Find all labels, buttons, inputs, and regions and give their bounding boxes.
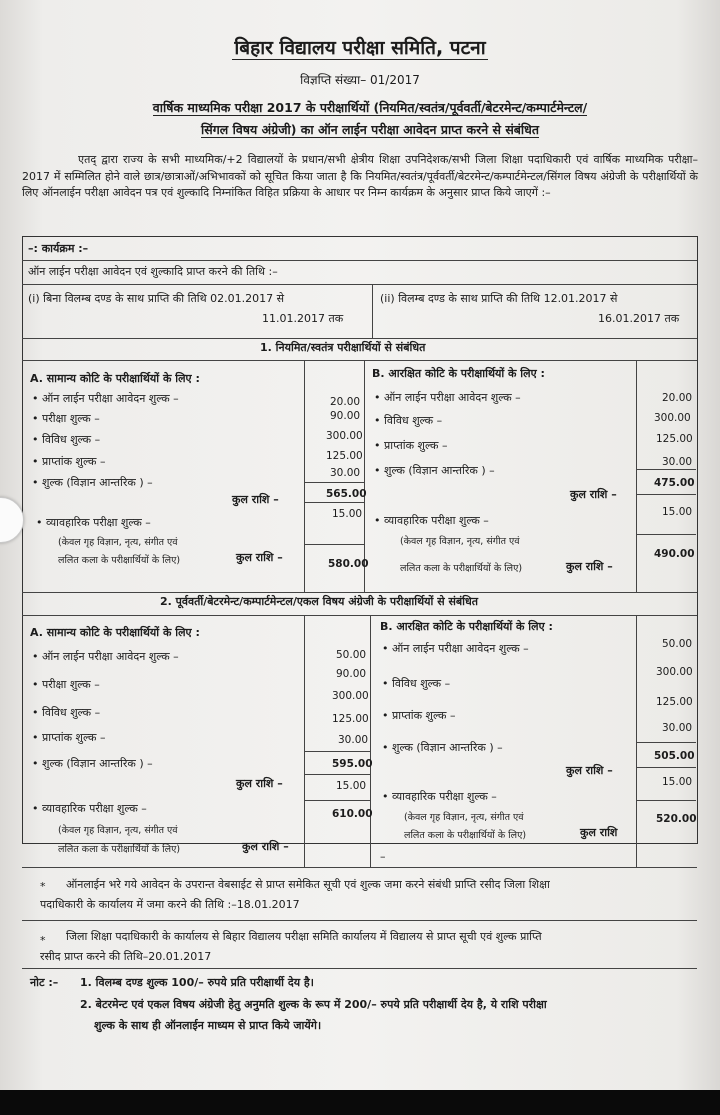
s2-b-item: • ऑन लाईन परीक्षा आवेदन शुल्क – [382,642,529,655]
s2-b-item: • प्राप्तांक शुल्क – [382,709,456,722]
s2-b-note: ललित कला के परीक्षार्थियों के लिए) [404,830,527,841]
s1-b-practical-amount: 15.00 [662,506,693,518]
submission-date-line: ऑनलाईन भरे गये आवेदन के उपरान्त वेबसाईट से प्राप्त समेकित सूची एवं शुल्क जमा करने संबंधी प्राप्ति रसीद जिला शिक्षा [66,878,550,891]
date-with-fine-end: 16.01.2017 तक [598,312,680,325]
s2-a-item: • ऑन लाईन परीक्षा आवेदन शुल्क – [32,650,179,663]
s1-a-total2: 580.00 [328,558,369,570]
bottom-bar [0,1090,720,1115]
s1-b-total-label: कुल राशि – [570,488,617,501]
s1-a-total2-label: कुल राशि – [236,551,283,564]
date-with-fine: (ii) विलम्ब दण्ड के साथ प्राप्ति की तिथि 12.01.2017 से [380,292,618,305]
s1-b-amount: 125.00 [656,433,693,445]
s2-a-practical-amount: 15.00 [336,780,367,792]
s2-b-total: 505.00 [654,750,695,762]
note-label: नोट :– [30,976,59,989]
date-without-fine-end: 11.01.2017 तक [262,312,344,325]
intro-paragraph: एतद् द्वारा राज्य के सभी माध्यमिक/+2 विद्यालयों के प्रधान/सभी क्षेत्रीय शिक्षा उपनिदेशक/सभी जिला शिक्षा पदाधिकारी एवं वार्षिक माध्यमिक परीक्षा– 2017 में सम्मिलित होने वाले छात्र/छात्राओं/अभिभावकों को सूचित किया जाता है कि नियमित/स्वतंत्र/पूर्ववर्ती/बेटरमेन्ट/कम्पार्टमेन्टल/सिंगल विषय अंग्रेजी के परीक्षार्थियों के लिए ऑनलाईन परीक्षा आवेदन पत्र एवं शुल्कादि निम्नांकित विहित प्रक्रिया के आधार पर निम्न कार्यक्रम के अनुसार प्राप्त किये जाएगें :– [22,153,698,199]
s2-a-amount: 50.00 [336,649,367,661]
s1-a-practical: • व्यावहारिक परीक्षा शुल्क – [36,516,151,529]
s1-a-total-label: कुल राशि – [232,493,279,506]
s1-a-item: • प्राप्तांक शुल्क – [32,455,106,468]
section1-title: 1. नियमित/स्वतंत्र परीक्षार्थियों से संबंधित [260,341,426,354]
s1-b-item: • विविध शुल्क – [374,414,443,427]
s1-a-heading: A. सामान्य कोटि के परीक्षार्थियों के लिए : [30,372,200,385]
s1-a-amount: 30.00 [330,467,361,479]
s2-b-practical-amount: 15.00 [662,776,693,788]
s2-a-total: 595.00 [332,758,373,770]
s2-b-total2-label: कुल राशि [580,826,618,839]
s1-a-item: • परीक्षा शुल्क – [32,412,100,425]
s2-b-dash: – [380,850,386,863]
s1-b-total: 475.00 [654,477,695,489]
s2-a-note: ललित कला के परीक्षार्थियों के लिए) [58,844,181,855]
s2-a-item: • परीक्षा शुल्क – [32,678,100,691]
schedule-heading: –: कार्यक्रम :– [28,242,89,255]
date-without-fine: (i) बिना विलम्ब दण्ड के साथ प्राप्ति की तिथि 02.01.2017 से [28,292,285,305]
s1-b-note: (केवल गृह विज्ञान, नृत्य, संगीत एवं [400,536,520,547]
subject-heading: वार्षिक माध्यमिक परीक्षा 2017 के परीक्षार्थियों (नियमित/स्वतंत्र/पूर्ववर्ती/बेटरमेन्ट/कम्पार्टमेन्टल/ सिंगल विषय अंग्रेजी) का ऑन लाईन परीक्षा आवेदन प्राप्त करने से संबंधित [152,100,588,137]
s2-b-note: (केवल गृह विज्ञान, नृत्य, संगीत एवं [404,812,524,823]
s2-a-practical: • व्यावहारिक परीक्षा शुल्क – [32,802,147,815]
s1-b-item: • ऑन लाईन परीक्षा आवेदन शुल्क – [374,391,521,404]
note-item: शुल्क के साथ ही ऑनलाईन माध्यम से प्राप्त किये जायेंगे। [94,1019,322,1032]
s1-b-total2: 490.00 [654,548,695,560]
s2-b-heading: B. आरक्षित कोटि के परीक्षार्थियों के लिए : [380,620,553,633]
s2-a-amount: 30.00 [338,734,369,746]
s1-b-item: • प्राप्तांक शुल्क – [374,439,448,452]
note-item: 2. बेटरमेन्ट एवं एकल विषय अंग्रेजी हेतु अनुमति शुल्क के रूप में 200/– रुपये प्रति परीक्षार्थी देय है, ये राशि परीक्षा [80,998,547,1011]
s1-a-amount: 125.00 [326,450,363,462]
notice-number: विज्ञप्ति संख्या– 01/2017 [300,73,420,87]
s2-b-total-label: कुल राशि – [566,764,613,777]
s2-a-amount: 300.00 [332,690,369,702]
star-bullet: * [40,934,46,947]
s1-b-amount: 30.00 [662,456,693,468]
s1-a-item: • ऑन लाईन परीक्षा आवेदन शुल्क – [32,392,179,405]
schedule-subheading: ऑन लाईन परीक्षा आवेदन एवं शुल्कादि प्राप्त करने की तिथि :– [28,265,278,278]
s2-b-item: • शुल्क (विज्ञान आन्तरिक ) – [382,741,503,754]
s2-a-note: (केवल गृह विज्ञान, नृत्य, संगीत एवं [58,825,178,836]
s1-a-note: ललित कला के परीक्षार्थियों के लिए) [58,555,181,566]
s1-a-note: (केवल गृह विज्ञान, नृत्य, संगीत एवं [58,537,178,548]
s2-a-amount: 90.00 [336,668,367,680]
s1-b-amount: 20.00 [662,392,693,404]
s2-b-amount: 300.00 [656,666,693,678]
s1-a-amount: 20.00 [330,396,361,408]
s2-a-total2-label: कुल राशि – [242,840,289,853]
s2-a-heading: A. सामान्य कोटि के परीक्षार्थियों के लिए : [30,626,200,639]
s2-b-practical: • व्यावहारिक परीक्षा शुल्क – [382,790,497,803]
s1-a-item: • विविध शुल्क – [32,433,101,446]
s1-b-item: • शुल्क (विज्ञान आन्तरिक ) – [374,464,495,477]
receipt-date-line: रसीद प्राप्त करने की तिथि–20.01.2017 [40,950,212,963]
s1-a-amount: 300.00 [326,430,363,442]
s2-a-total2: 610.00 [332,808,373,820]
s1-b-note: ललित कला के परीक्षार्थियों के लिए) [400,563,523,574]
s2-a-amount: 125.00 [332,713,369,725]
s2-b-item: • विविध शुल्क – [382,677,451,690]
s1-b-heading: B. आरक्षित कोटि के परीक्षार्थियों के लिए : [372,367,545,380]
s1-b-amount: 300.00 [654,412,691,424]
s2-b-total2: 520.00 [656,813,697,825]
s1-a-item: • शुल्क (विज्ञान आन्तरिक ) – [32,476,153,489]
receipt-date-line: जिला शिक्षा पदाधिकारी के कार्यालय से बिहार विद्यालय परीक्षा समिति कार्यालय में विद्यालय से प्राप्त सूची एवं शुल्क प्राप्ति [66,930,542,943]
s1-a-total: 565.00 [326,488,367,500]
s2-a-item: • शुल्क (विज्ञान आन्तरिक ) – [32,757,153,770]
s2-a-item: • विविध शुल्क – [32,706,101,719]
s2-b-amount: 30.00 [662,722,693,734]
s2-a-item: • प्राप्तांक शुल्क – [32,731,106,744]
s2-a-total-label: कुल राशि – [236,777,283,790]
s1-b-practical: • व्यावहारिक परीक्षा शुल्क – [374,514,489,527]
s2-b-amount: 125.00 [656,696,693,708]
note-item: 1. विलम्ब दण्ड शुल्क 100/– रुपये प्रति परीक्षार्थी देय है। [80,976,314,989]
section2-title: 2. पूर्ववर्ती/बेटरमेन्ट/कम्पार्टमेन्टल/एकल विषय अंग्रेजी के परीक्षार्थियों से संबंधित [160,595,479,608]
s1-b-total2-label: कुल राशि – [566,560,613,573]
submission-date-line: पदाधिकारी के कार्यालय में जमा करने की तिथि :–18.01.2017 [40,898,300,911]
s1-a-amount: 90.00 [330,410,361,422]
s2-b-amount: 50.00 [662,638,693,650]
star-bullet: * [40,880,46,893]
board-title: बिहार विद्यालय परीक्षा समिति, पटना [234,37,486,59]
s1-a-practical-amount: 15.00 [332,508,363,520]
